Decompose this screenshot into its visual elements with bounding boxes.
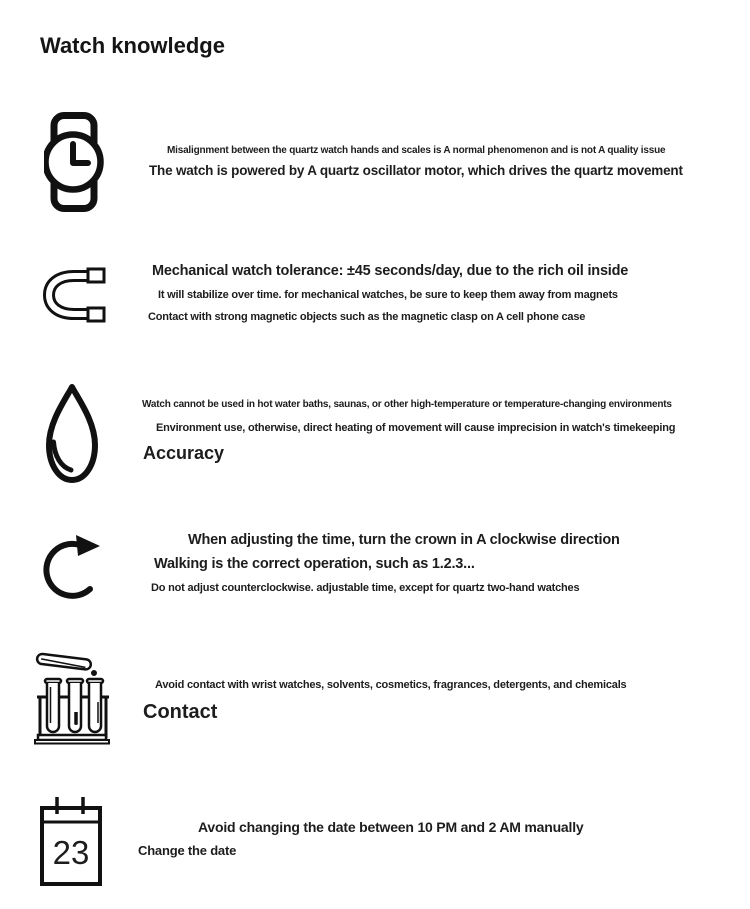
change-date-heading: Change the date: [138, 843, 237, 858]
test-tubes-icon: [34, 650, 110, 745]
contact-heading: Contact: [143, 701, 218, 723]
water-drop-icon: [40, 383, 104, 485]
clockwise-arrow-icon: [40, 529, 103, 609]
magnet-tolerance-note: Mechanical watch tolerance: ±45 seconds/day, due to the rich oil inside: [152, 263, 629, 279]
accuracy-heading: Accuracy: [143, 443, 225, 463]
environment-use-note: Environment use, otherwise, direct heating of movement will cause imprecision in watch's timekeeping: [156, 422, 676, 434]
wristwatch-icon: [44, 112, 104, 212]
counterclockwise-note: Do not adjust counterclockwise. adjustable time, except for quartz two-hand watches: [151, 582, 580, 594]
page-title: Watch knowledge: [40, 33, 225, 58]
quartz-power-note: The watch is powered by A quartz oscillator motor, which drives the quartz movement: [149, 163, 683, 178]
quartz-misalignment-note: Misalignment between the quartz watch hands and scales is A normal phenomenon and is not A quality issue: [167, 145, 666, 156]
avoid-date-change-note: Avoid changing the date between 10 PM and 2 AM manually: [198, 819, 584, 835]
temperature-warning-note: Watch cannot be used in hot water baths, saunas, or other high-temperature or temperature-changing environments: [142, 399, 672, 410]
magnet-icon: [42, 266, 106, 324]
avoid-chemicals-note: Avoid contact with wrist watches, solvents, cosmetics, fragrances, detergents, and chemicals: [155, 679, 627, 691]
magnet-stabilize-note: It will stabilize over time. for mechanical watches, be sure to keep them away from magnets: [158, 289, 618, 301]
correct-operation-note: Walking is the correct operation, such as 1.2.3...: [154, 556, 475, 572]
magnet-contact-note: Contact with strong magnetic objects such as the magnetic clasp on A cell phone case: [148, 311, 586, 323]
calendar-day-number: 23: [52, 834, 90, 871]
calendar-icon: [38, 795, 104, 887]
clockwise-direction-note: When adjusting the time, turn the crown in A clockwise direction: [188, 532, 620, 548]
